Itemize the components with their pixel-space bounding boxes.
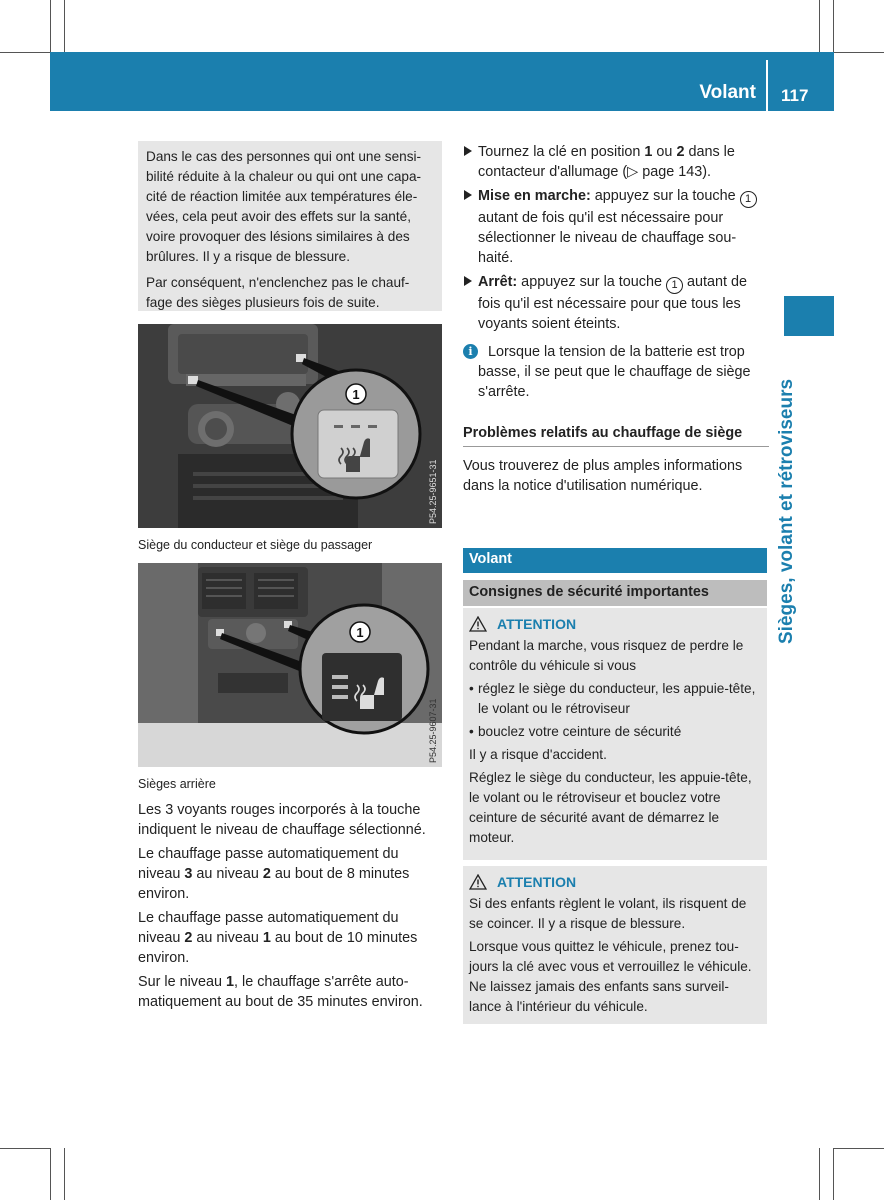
figure-ref: P54.25-9607-31 (428, 698, 438, 763)
problems-section (463, 423, 769, 500)
button-number-icon: 1 (666, 277, 683, 294)
paragraph: Les 3 voyants rouges incorporés à la touche indiquent le niveau de chauffage sélectionné. (138, 802, 426, 838)
figure-caption: Sièges arrière (138, 777, 216, 791)
paragraph: Réglez le siège du conducteur, les appuie-tête, le volant ou le rétroviseur et bouclez votre ceinture de sécurité avant de démarrez le moteur. (469, 770, 752, 845)
attention-heading: ATTENTION (469, 874, 761, 890)
instruction-steps (463, 142, 769, 402)
warning-triangle-icon (469, 616, 487, 632)
crop-mark (50, 0, 51, 52)
step-arrow-icon (464, 276, 472, 286)
callout-number: 1 (356, 625, 364, 640)
page-title: Volant (699, 82, 756, 103)
paragraph: Pendant la marche, vous risquez de perdre le contrôle du véhicule si vous (469, 638, 744, 673)
warning-text: Dans le cas des personnes qui ont une sensi-bilité réduite à la chaleur ou qui ont une capa-cité de réaction limitée aux températures éle-vées, cela peut avoir des effets sur la santé, voire provoquer des lésions similaires à des brûlures. Il y a risque de blessure. (146, 149, 422, 264)
paragraph: Le chauffage passe automatiquement du niveau 3 au niveau 2 au bout de 8 minutes environ. (138, 846, 410, 902)
step-item: Tournez la clé en position 1 ou 2 dans le contacteur d'allumage (▷ page 143). (463, 142, 769, 182)
figure-ref: P54.25-9651-31 (428, 459, 438, 524)
header-separator (766, 60, 768, 111)
paragraph: Vous trouverez de plus amples informations dans la notice d'utilisation numérique. (463, 458, 743, 494)
step-item: Mise en marche: appuyez sur la touche 1 autant de fois qu'il est nécessaire pour sélectionner le niveau de chauffage sou-haité. (463, 186, 769, 268)
section-heading: Problèmes relatifs au chauffage de siège (463, 425, 743, 441)
crop-mark (833, 0, 834, 52)
step-arrow-icon (464, 146, 472, 156)
paragraph: Il y a risque d'accident. (469, 747, 607, 762)
step-item: Arrêt: appuyez sur la touche 1 autant de fois qu'il est nécessaire pour que tous les voyants soient éteints. (463, 272, 769, 334)
info-icon: i (463, 344, 478, 359)
warning-text: Par conséquent, n'enclenchez pas le chauf-fage des sièges plusieurs fois de suite. (146, 275, 410, 310)
crop-mark (64, 0, 65, 52)
paragraph: Sur le niveau 1, le chauffage s'arrête auto-matiquement au bout de 35 minutes environ. (138, 974, 423, 1010)
figure-rear-seat-heating (138, 563, 442, 767)
chapter-tab (784, 296, 834, 336)
attention-box (463, 608, 767, 860)
divider (463, 446, 769, 447)
crop-mark (833, 1148, 834, 1200)
step-arrow-icon (464, 190, 472, 200)
heating-levels-text (138, 800, 444, 1016)
crop-mark (0, 52, 50, 53)
attention-heading: ATTENTION (469, 616, 761, 632)
callout-number: 1 (352, 387, 360, 402)
figure-caption: Siège du conducteur et siège du passager (138, 538, 373, 552)
crop-mark (819, 1148, 820, 1200)
crop-mark (834, 1148, 884, 1149)
crop-mark (64, 1148, 65, 1200)
section-title-bar: Volant (463, 548, 767, 573)
button-number-icon: 1 (740, 191, 757, 208)
paragraph: Lorsque vous quittez le véhicule, prenez tou-jours la clé avec vous et verrouillez le véhicule. Ne laissez jamais des enfants sans surveil-lance à l'intérieur du véhicule. (469, 939, 752, 1014)
crop-mark (0, 1148, 50, 1149)
warning-triangle-icon (469, 874, 487, 890)
chapter-label: Sièges, volant et rétroviseurs (776, 378, 797, 644)
list-item: • bouclez votre ceinture de sécurité (469, 722, 761, 742)
crop-mark (50, 1148, 51, 1200)
crop-mark (834, 52, 884, 53)
warning-box (138, 141, 442, 311)
page-number: 117 (781, 86, 809, 105)
paragraph: Si des enfants règlent le volant, ils risquent de se coincer. Il y a risque de blessure. (469, 896, 747, 931)
list-item: • réglez le siège du conducteur, les appuie-tête, le volant ou le rétroviseur (469, 679, 761, 719)
crop-mark (819, 0, 820, 52)
info-note: i Lorsque la tension de la batterie est trop basse, il se peut que le chauffage de siège s'arrête. (463, 342, 769, 402)
figure-front-seat-heating (138, 324, 442, 528)
attention-box (463, 866, 767, 1024)
paragraph: Le chauffage passe automatiquement du niveau 2 au niveau 1 au bout de 10 minutes environ. (138, 910, 418, 966)
subsection-title-bar: Consignes de sécurité importantes (463, 580, 767, 606)
